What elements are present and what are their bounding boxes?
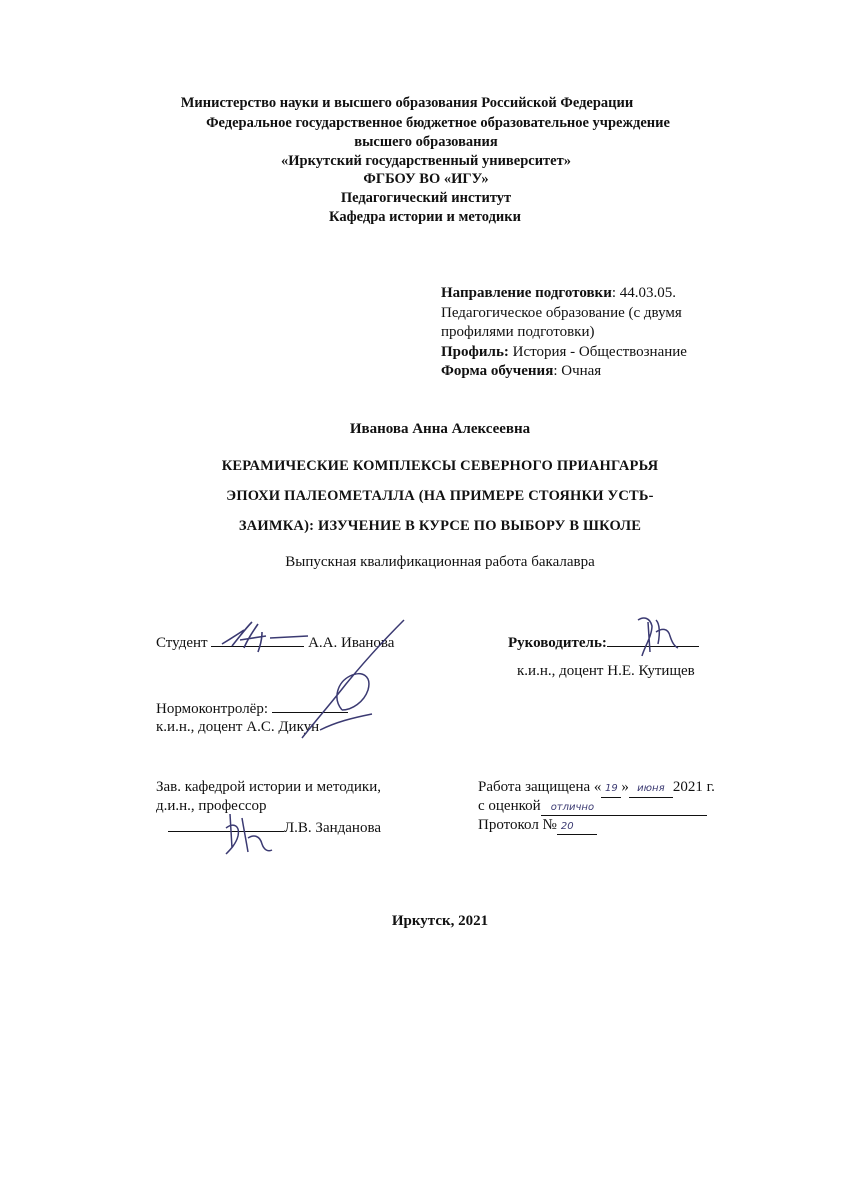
supervisor-signature <box>634 612 684 660</box>
defense-month: июня <box>629 783 673 798</box>
defense-year: 2021 г. <box>672 779 715 795</box>
normcontrol-label: Нормоконтролёр: <box>156 701 269 717</box>
supervisor-label: Руководитель: <box>508 635 607 651</box>
profile-label: Профиль: <box>441 343 509 360</box>
head-line <box>168 817 381 837</box>
study-form-label: Форма обучения <box>441 363 554 379</box>
institution-line: Федеральное государственное бюджетное образовательное учреждение <box>206 115 670 131</box>
author-name: Иванова Анна Алексеевна <box>349 421 531 437</box>
ministry-line: Министерство науки и высшего образования Российской Федерации <box>180 95 634 111</box>
study-direction-block <box>441 284 741 382</box>
head-degree: д.и.н., профессор <box>156 798 267 814</box>
protocol-line <box>478 817 597 835</box>
student-name: А.А. Иванова <box>308 635 395 651</box>
supervisor-title: к.и.н., доцент Н.Е. Кутищев <box>517 663 695 679</box>
university-name: «Иркутский государственный университет» <box>281 153 571 169</box>
head-name: Л.В. Занданова <box>284 820 381 836</box>
institute-name: Педагогический институт <box>340 190 512 206</box>
protocol-label: Протокол № <box>478 817 557 833</box>
city-year: Иркутск, 2021 <box>391 913 489 929</box>
thesis-title-line: ЭПОХИ ПАЛЕОМЕТАЛЛА (НА ПРИМЕРЕ СТОЯНКИ УСТЬ- <box>226 488 654 504</box>
head-signature <box>222 808 274 858</box>
protocol-number: 20 <box>557 821 597 835</box>
defense-date-line <box>478 779 715 798</box>
thesis-title-line: ЗАИМКА): ИЗУЧЕНИЕ В КУРСЕ ПО ВЫБОРУ В ШКОЛЕ <box>238 518 642 534</box>
thesis-title <box>18 451 844 541</box>
normcontrol-signature <box>292 618 408 742</box>
direction-name-line2: профилями подготовки) <box>441 324 595 340</box>
normcontrol-title: к.и.н., доцент А.С. Дикун <box>156 719 320 735</box>
study-form-value: : Очная <box>553 363 602 379</box>
grade-value: отлично <box>541 802 707 816</box>
work-type: Выпускная квалификационная работа бакалавра <box>285 554 595 570</box>
university-abbr: ФГБОУ ВО «ИГУ» <box>363 171 489 187</box>
defense-mid: » <box>621 779 629 795</box>
grade-label: с оценкой <box>478 798 541 814</box>
defense-prefix: Работа защищена « <box>478 779 602 795</box>
education-level-line: высшего образования <box>354 134 498 150</box>
profile-value: История - Обществознание <box>508 343 687 360</box>
direction-name-line1: Педагогическое образование (с двумя <box>441 304 682 321</box>
head-label: Зав. кафедрой истории и методики, <box>156 779 381 795</box>
defense-grade-line <box>478 798 707 816</box>
department-name: Кафедра истории и методики <box>329 209 521 225</box>
direction-label: Направление подготовки <box>441 285 612 301</box>
direction-code: : 44.03.05. <box>611 285 677 301</box>
thesis-title-line: КЕРАМИЧЕСКИЕ КОМПЛЕКСЫ СЕВЕРНОГО ПРИАНГАРЬЯ <box>221 458 659 474</box>
student-label: Студент <box>156 635 208 651</box>
defense-day: 19 <box>601 783 621 798</box>
